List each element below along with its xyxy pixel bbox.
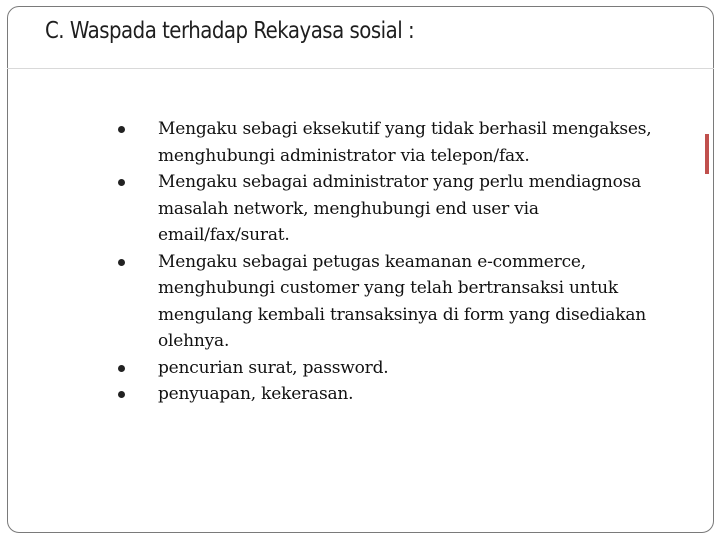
list-item — [118, 116, 658, 169]
list-item — [118, 249, 658, 355]
list-item — [118, 169, 658, 249]
bullet-icon — [118, 391, 125, 398]
list-item-text: Mengaku sebagai petugas keamanan e-commerce, menghubungi customer yang telah bertransaksi untuk mengulang kembali transaksinya di form yang disediakan olehnya. — [158, 251, 647, 351]
list-item-text: pencurian surat, password. — [158, 357, 389, 378]
list-item — [118, 355, 658, 382]
list-item — [118, 381, 658, 408]
slide-title: C. Waspada terhadap Rekayasa sosial : — [45, 18, 415, 44]
bullet-icon — [118, 365, 125, 372]
list-item-text: Mengaku sebagai administrator yang perlu mendiagnosa masalah network, menghubungi end user via email/fax/surat. — [158, 172, 642, 245]
accent-bar — [705, 134, 709, 174]
list-item-text: penyuapan, kekerasan. — [158, 384, 354, 404]
title-divider — [7, 68, 714, 69]
bullet-list — [118, 116, 658, 408]
bullet-icon — [118, 259, 125, 266]
bullet-icon — [118, 126, 125, 133]
list-item-text: Mengaku sebagi eksekutif yang tidak berhasil mengakses, menghubungi administrator via telepon/fax. — [158, 119, 652, 166]
bullet-icon — [118, 179, 125, 186]
